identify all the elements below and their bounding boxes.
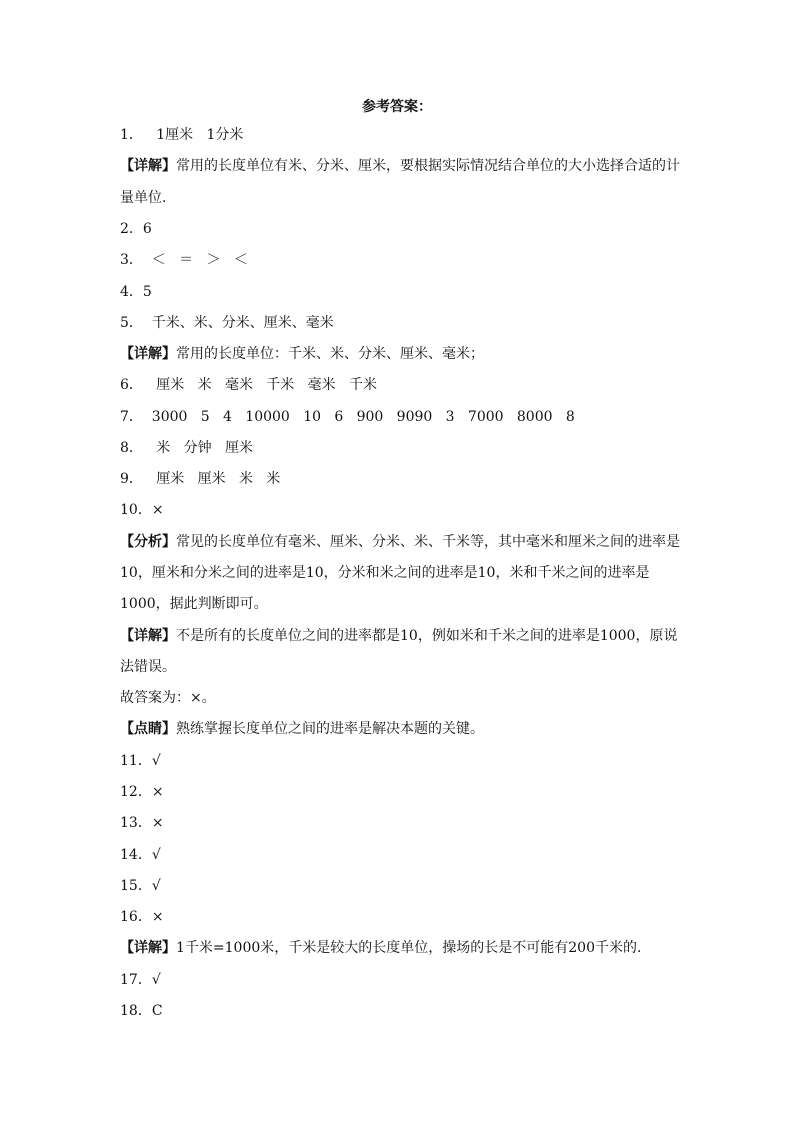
answer-text: 9． 厘米 厘米 米 米 [120,471,281,487]
answer-line [120,125,680,145]
answer-line [120,970,680,990]
answer-text: 4．5 [120,284,152,300]
answer-text: 10，厘米和分米之间的进率是10，分米和米之间的进率是10，米和千米之间的进率是 [120,565,650,581]
answer-text: 18．C [120,1003,163,1019]
answer-text: 5． 千米、米、分米、厘米、毫米 [120,315,334,331]
section-tag: 【点睛】 [120,721,176,737]
answer-line [120,375,680,395]
answer-line [120,188,680,208]
answer-line [120,313,680,333]
answer-line [120,594,680,614]
page-title: 参考答案： [362,99,432,115]
answer-text: 常见的长度单位有毫米、厘米、分米、米、千米等，其中毫米和厘米之间的进率是 [176,534,680,550]
answer-line [120,782,680,802]
answer-text: 1000，据此判断即可。 [120,596,268,612]
answer-text: 6． 厘米 米 毫米 千米 毫米 千米 [120,377,378,393]
answer-text: 常用的长度单位：千米、米、分米、厘米、毫米； [176,346,484,362]
answer-text: 量单位. [120,190,167,206]
answer-text: 17．√ [120,972,161,988]
section-tag: 【详解】 [120,158,176,174]
answer-line [120,657,680,677]
answer-line [120,876,680,896]
answer-line [120,532,680,552]
answer-text: 故答案为：×。 [120,690,216,706]
answer-line [120,688,680,708]
section-tag: 【分析】 [120,534,176,550]
answer-line [120,1001,680,1021]
answer-line [120,250,680,270]
answer-text: 7． 3000 5 4 10000 10 6 900 9090 3 7000 8000 8 [120,409,575,425]
answer-line [120,469,680,489]
answer-text: 2．6 [120,221,152,237]
answer-line [120,845,680,865]
answer-line [120,438,680,458]
answer-line [120,813,680,833]
answer-text: 14．√ [120,847,161,863]
answer-text: 1． 1厘米 1分米 [120,127,244,143]
answer-line [120,500,680,520]
answer-line [120,751,680,771]
section-tag: 【详解】 [120,346,176,362]
answer-text: 16．× [120,909,164,925]
answer-line [120,938,680,958]
answer-line [120,344,680,364]
answer-line [120,407,680,427]
answer-text: 常用的长度单位有米、分米、厘米，要根据实际情况结合单位的大小选择合适的计 [176,158,680,174]
section-tag: 【详解】 [120,940,176,956]
answer-text: 12．× [120,784,164,800]
answer-text: 10．× [120,502,164,518]
answer-line [120,219,680,239]
answer-text: 熟练掌握长度单位之间的进率是解决本题的关键。 [176,721,484,737]
answer-text: 11．√ [120,753,161,769]
answer-line [120,907,680,927]
answer-text: 13．× [120,815,164,831]
section-tag: 【详解】 [120,628,176,644]
answer-line [120,626,680,646]
answer-line [120,563,680,583]
answer-text: 1千米=1000米，千米是较大的长度单位，操场的长是不可能有200千米的. [176,940,642,956]
answer-line [120,719,680,739]
answer-line [120,282,680,302]
answer-text: 8． 米 分钟 厘米 [120,440,253,456]
answer-text: 法错误。 [120,659,176,675]
answer-text: 不是所有的长度单位之间的进率都是10，例如米和千米之间的进率是1000，原说 [176,628,678,644]
answer-text: 3． ＜ ＝ ＞ ＜ [120,252,248,268]
answer-text: 15．√ [120,878,161,894]
answer-line [120,156,680,176]
